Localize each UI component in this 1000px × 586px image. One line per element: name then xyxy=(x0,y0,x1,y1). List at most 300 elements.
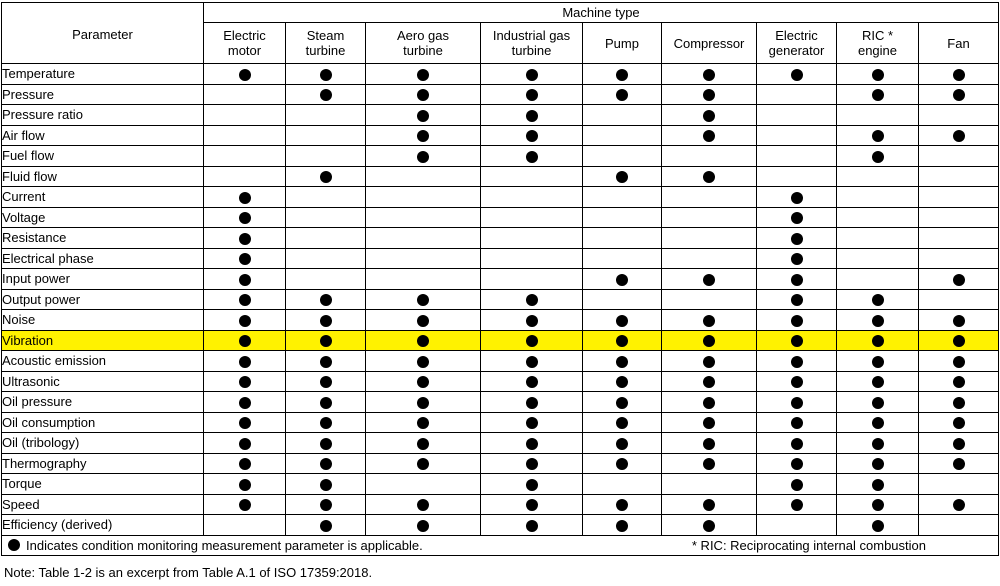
parameter-name: Oil pressure xyxy=(2,392,204,413)
column-header xyxy=(837,23,919,64)
applicable-dot-icon xyxy=(953,417,965,429)
applicability-cell xyxy=(204,330,286,351)
column-header-line: Electric xyxy=(775,28,818,43)
applicability-cell xyxy=(919,146,999,167)
applicable-dot-icon xyxy=(526,110,538,122)
parameter-name: Efficiency (derived) xyxy=(2,515,204,536)
applicability-cell xyxy=(366,84,481,105)
applicability-cell xyxy=(919,351,999,372)
applicable-dot-icon xyxy=(791,397,803,409)
applicable-dot-icon xyxy=(872,376,884,388)
applicability-cell xyxy=(366,64,481,85)
applicable-dot-icon xyxy=(526,520,538,532)
applicability-cell xyxy=(919,228,999,249)
applicability-cell xyxy=(286,351,366,372)
parameter-name: Speed xyxy=(2,494,204,515)
applicable-dot-icon xyxy=(953,376,965,388)
applicable-dot-icon xyxy=(616,171,628,183)
parameter-name: Input power xyxy=(2,269,204,290)
applicability-cell xyxy=(757,433,837,454)
applicability-cell xyxy=(583,187,662,208)
applicable-dot-icon xyxy=(616,274,628,286)
applicability-cell xyxy=(286,105,366,126)
applicability-cell xyxy=(919,64,999,85)
applicable-dot-icon xyxy=(526,479,538,491)
applicability-cell xyxy=(481,125,583,146)
applicability-cell xyxy=(204,289,286,310)
applicability-cell xyxy=(919,330,999,351)
applicable-dot-icon xyxy=(320,356,332,368)
footnote-text: * RIC: Reciprocating internal combustion xyxy=(691,537,926,553)
applicability-cell xyxy=(366,187,481,208)
applicability-cell xyxy=(286,125,366,146)
applicable-dot-icon xyxy=(703,274,715,286)
applicability-cell xyxy=(286,494,366,515)
table-row xyxy=(2,228,999,249)
applicability-cell xyxy=(662,494,757,515)
applicability-cell xyxy=(366,330,481,351)
applicable-dot-icon xyxy=(320,479,332,491)
applicable-dot-icon xyxy=(872,417,884,429)
applicability-cell xyxy=(481,330,583,351)
applicability-cell xyxy=(286,392,366,413)
table-row xyxy=(2,105,999,126)
applicability-cell xyxy=(204,474,286,495)
applicability-cell xyxy=(366,166,481,187)
applicability-cell xyxy=(204,453,286,474)
applicable-dot-icon xyxy=(239,192,251,204)
applicability-cell xyxy=(662,64,757,85)
applicable-dot-icon xyxy=(703,356,715,368)
applicable-dot-icon xyxy=(239,294,251,306)
applicability-cell xyxy=(583,228,662,249)
parameter-name: Current xyxy=(2,187,204,208)
applicability-cell xyxy=(757,392,837,413)
applicability-cell xyxy=(662,474,757,495)
applicable-dot-icon xyxy=(320,171,332,183)
column-header-line: turbine xyxy=(511,43,552,58)
legend-text: Indicates condition monitoring measurement parameter is applicable. xyxy=(26,537,423,553)
applicability-cell xyxy=(583,84,662,105)
applicable-dot-icon xyxy=(872,438,884,450)
applicable-dot-icon xyxy=(953,397,965,409)
applicability-cell xyxy=(837,351,919,372)
applicability-cell xyxy=(662,84,757,105)
applicability-cell xyxy=(204,494,286,515)
applicability-cell xyxy=(204,351,286,372)
applicability-cell xyxy=(837,105,919,126)
applicability-cell xyxy=(662,433,757,454)
applicability-cell xyxy=(919,494,999,515)
applicability-cell xyxy=(662,125,757,146)
applicable-dot-icon xyxy=(791,233,803,245)
applicability-cell xyxy=(204,105,286,126)
applicability-cell xyxy=(919,187,999,208)
applicable-dot-icon xyxy=(872,479,884,491)
applicability-cell xyxy=(366,433,481,454)
applicable-dot-icon xyxy=(239,458,251,470)
applicable-dot-icon xyxy=(703,417,715,429)
applicability-cell xyxy=(919,433,999,454)
applicable-dot-icon xyxy=(872,499,884,511)
table-row xyxy=(2,289,999,310)
applicability-cell xyxy=(919,105,999,126)
parameter-name: Pressure xyxy=(2,84,204,105)
parameter-name: Vibration xyxy=(2,330,204,351)
column-header xyxy=(919,23,999,64)
applicability-cell xyxy=(837,84,919,105)
applicability-cell xyxy=(286,166,366,187)
applicability-cell xyxy=(286,330,366,351)
column-header xyxy=(366,23,481,64)
parameter-name: Fuel flow xyxy=(2,146,204,167)
machine-type-header xyxy=(204,3,999,23)
parameter-name: Torque xyxy=(2,474,204,495)
applicable-dot-icon xyxy=(953,274,965,286)
applicability-cell xyxy=(919,310,999,331)
applicable-dot-icon xyxy=(417,110,429,122)
parameter-name: Noise xyxy=(2,310,204,331)
table-row xyxy=(2,494,999,515)
applicability-cell xyxy=(481,228,583,249)
table-row xyxy=(2,125,999,146)
applicable-dot-icon xyxy=(239,356,251,368)
applicable-dot-icon xyxy=(703,110,715,122)
applicability-cell xyxy=(757,125,837,146)
applicability-cell xyxy=(662,310,757,331)
applicable-dot-icon xyxy=(703,499,715,511)
parameter-name: Electrical phase xyxy=(2,248,204,269)
applicable-dot-icon xyxy=(953,499,965,511)
column-header-line: generator xyxy=(768,43,825,58)
legend-cell xyxy=(2,535,999,555)
column-header xyxy=(757,23,837,64)
applicable-dot-icon xyxy=(872,335,884,347)
applicable-dot-icon xyxy=(239,417,251,429)
parameter-name: Output power xyxy=(2,289,204,310)
column-header-line: Industrial gas xyxy=(492,28,571,43)
applicability-cell xyxy=(583,371,662,392)
applicability-cell xyxy=(481,187,583,208)
column-header-line: Fan xyxy=(947,35,970,51)
legend-item xyxy=(8,538,423,553)
applicability-cell xyxy=(481,269,583,290)
applicable-dot-icon xyxy=(872,315,884,327)
applicability-cell xyxy=(837,392,919,413)
parameter-name: Thermography xyxy=(2,453,204,474)
applicable-dot-icon xyxy=(872,151,884,163)
parameter-name: Fluid flow xyxy=(2,166,204,187)
applicability-cell xyxy=(662,351,757,372)
applicability-cell xyxy=(583,64,662,85)
column-header-line: motor xyxy=(227,43,262,58)
applicability-cell xyxy=(583,392,662,413)
applicable-dot-icon xyxy=(616,69,628,81)
table-row xyxy=(2,515,999,536)
applicability-cell xyxy=(286,474,366,495)
applicability-cell xyxy=(662,392,757,413)
applicable-dot-icon xyxy=(526,397,538,409)
applicability-cell xyxy=(837,412,919,433)
table-row-highlighted xyxy=(2,330,999,351)
applicable-dot-icon xyxy=(703,89,715,101)
applicability-cell xyxy=(837,310,919,331)
applicability-cell xyxy=(837,289,919,310)
table-row xyxy=(2,64,999,85)
applicability-cell xyxy=(481,248,583,269)
table-row xyxy=(2,351,999,372)
applicability-cell xyxy=(366,412,481,433)
applicability-cell xyxy=(837,453,919,474)
applicable-dot-icon xyxy=(320,315,332,327)
applicable-dot-icon xyxy=(417,294,429,306)
applicable-dot-icon xyxy=(703,458,715,470)
applicability-cell xyxy=(837,166,919,187)
column-header-line: Aero gas xyxy=(396,28,450,43)
applicable-dot-icon xyxy=(320,520,332,532)
applicability-cell xyxy=(583,412,662,433)
applicable-dot-icon xyxy=(791,458,803,470)
applicable-dot-icon xyxy=(953,356,965,368)
applicability-cell xyxy=(204,248,286,269)
parameter-name: Voltage xyxy=(2,207,204,228)
column-header-line: engine xyxy=(857,43,898,58)
applicability-cell xyxy=(286,207,366,228)
applicability-cell xyxy=(481,515,583,536)
applicable-dot-icon xyxy=(239,315,251,327)
applicability-cell xyxy=(757,289,837,310)
applicability-cell xyxy=(662,515,757,536)
applicability-cell xyxy=(481,433,583,454)
applicable-dot-icon xyxy=(417,438,429,450)
applicability-cell xyxy=(837,125,919,146)
applicable-dot-icon xyxy=(320,69,332,81)
applicability-cell xyxy=(366,269,481,290)
applicability-cell xyxy=(919,248,999,269)
applicable-dot-icon xyxy=(526,315,538,327)
applicability-cell xyxy=(286,146,366,167)
applicability-cell xyxy=(481,453,583,474)
applicable-dot-icon xyxy=(417,69,429,81)
applicability-cell xyxy=(757,494,837,515)
applicable-dot-icon xyxy=(320,458,332,470)
applicability-cell xyxy=(662,248,757,269)
applicability-cell xyxy=(204,310,286,331)
applicable-dot-icon xyxy=(320,397,332,409)
applicability-cell xyxy=(204,125,286,146)
applicable-dot-icon xyxy=(526,499,538,511)
column-header-line: turbine xyxy=(305,43,346,58)
column-header-line: Steam xyxy=(306,28,345,43)
applicable-dot-icon xyxy=(953,89,965,101)
applicability-cell xyxy=(662,207,757,228)
table-row xyxy=(2,269,999,290)
parameter-header-label: Parameter xyxy=(72,27,133,42)
applicability-cell xyxy=(481,412,583,433)
applicability-cell xyxy=(583,207,662,228)
applicability-cell xyxy=(837,433,919,454)
applicability-cell xyxy=(757,64,837,85)
applicability-cell xyxy=(919,453,999,474)
applicable-dot-icon xyxy=(953,458,965,470)
table-body xyxy=(2,64,999,556)
applicability-cell xyxy=(366,248,481,269)
table-row xyxy=(2,392,999,413)
applicable-dot-icon xyxy=(526,356,538,368)
table-row xyxy=(2,187,999,208)
table-row xyxy=(2,248,999,269)
applicability-cell xyxy=(662,228,757,249)
applicable-dot-icon xyxy=(526,130,538,142)
table-row xyxy=(2,433,999,454)
table-row xyxy=(2,207,999,228)
applicability-cell xyxy=(583,289,662,310)
applicability-cell xyxy=(286,248,366,269)
applicability-cell xyxy=(481,146,583,167)
applicability-cell xyxy=(583,105,662,126)
applicability-cell xyxy=(583,166,662,187)
applicable-dot-icon xyxy=(616,335,628,347)
applicable-dot-icon xyxy=(526,376,538,388)
parameter-name: Oil consumption xyxy=(2,412,204,433)
applicable-dot-icon xyxy=(791,356,803,368)
applicability-cell xyxy=(757,207,837,228)
applicability-cell xyxy=(366,351,481,372)
applicable-dot-icon xyxy=(703,335,715,347)
applicability-cell xyxy=(837,269,919,290)
applicable-dot-icon xyxy=(320,499,332,511)
applicability-cell xyxy=(919,515,999,536)
applicability-cell xyxy=(837,187,919,208)
applicable-dot-icon xyxy=(616,520,628,532)
applicable-dot-icon xyxy=(872,458,884,470)
applicable-dot-icon xyxy=(239,499,251,511)
applicability-cell xyxy=(757,269,837,290)
applicability-cell xyxy=(583,125,662,146)
column-header-line: RIC * xyxy=(861,28,894,43)
applicability-cell xyxy=(837,64,919,85)
applicability-cell xyxy=(286,412,366,433)
applicability-cell xyxy=(366,371,481,392)
applicability-cell xyxy=(366,125,481,146)
applicability-cell xyxy=(583,146,662,167)
applicable-dot-icon xyxy=(320,294,332,306)
applicable-dot-icon xyxy=(953,69,965,81)
applicable-dot-icon xyxy=(417,356,429,368)
table-note: Note: Table 1-2 is an excerpt from Table A.1 of ISO 17359:2018. xyxy=(4,565,373,580)
applicable-dot-icon xyxy=(320,335,332,347)
applicability-cell xyxy=(919,392,999,413)
applicable-dot-icon xyxy=(239,479,251,491)
applicable-dot-icon xyxy=(616,499,628,511)
applicability-cell xyxy=(919,125,999,146)
legend-dot-icon xyxy=(8,539,20,551)
applicability-cell xyxy=(366,105,481,126)
applicability-cell xyxy=(481,64,583,85)
applicability-cell xyxy=(662,146,757,167)
applicability-cell xyxy=(662,105,757,126)
applicability-cell xyxy=(757,453,837,474)
applicable-dot-icon xyxy=(872,130,884,142)
applicable-dot-icon xyxy=(616,397,628,409)
applicability-cell xyxy=(286,64,366,85)
parameter-header xyxy=(2,3,204,64)
applicability-cell xyxy=(366,392,481,413)
applicable-dot-icon xyxy=(526,417,538,429)
applicability-cell xyxy=(757,166,837,187)
applicability-cell xyxy=(481,351,583,372)
applicable-dot-icon xyxy=(239,212,251,224)
applicable-dot-icon xyxy=(526,151,538,163)
applicable-dot-icon xyxy=(872,397,884,409)
applicability-cell xyxy=(757,351,837,372)
applicability-cell xyxy=(481,289,583,310)
applicability-cell xyxy=(583,515,662,536)
applicability-cell xyxy=(366,228,481,249)
applicable-dot-icon xyxy=(239,397,251,409)
applicability-cell xyxy=(757,515,837,536)
applicability-cell xyxy=(919,289,999,310)
applicability-cell xyxy=(837,146,919,167)
applicable-dot-icon xyxy=(953,438,965,450)
applicable-dot-icon xyxy=(417,499,429,511)
applicability-cell xyxy=(757,105,837,126)
applicability-cell xyxy=(286,84,366,105)
applicable-dot-icon xyxy=(791,479,803,491)
applicability-cell xyxy=(204,146,286,167)
applicability-cell xyxy=(583,453,662,474)
applicability-cell xyxy=(837,228,919,249)
applicable-dot-icon xyxy=(417,376,429,388)
applicability-cell xyxy=(286,228,366,249)
applicable-dot-icon xyxy=(872,356,884,368)
applicability-cell xyxy=(204,84,286,105)
applicable-dot-icon xyxy=(953,130,965,142)
applicability-cell xyxy=(481,166,583,187)
applicable-dot-icon xyxy=(872,69,884,81)
applicability-cell xyxy=(662,187,757,208)
applicable-dot-icon xyxy=(417,335,429,347)
applicability-cell xyxy=(204,166,286,187)
applicable-dot-icon xyxy=(703,397,715,409)
applicable-dot-icon xyxy=(320,89,332,101)
table-row xyxy=(2,84,999,105)
applicable-dot-icon xyxy=(703,376,715,388)
applicable-dot-icon xyxy=(953,335,965,347)
applicability-cell xyxy=(583,351,662,372)
applicability-cell xyxy=(481,84,583,105)
applicability-cell xyxy=(919,474,999,495)
applicability-cell xyxy=(757,474,837,495)
applicable-dot-icon xyxy=(239,335,251,347)
applicability-cell xyxy=(366,474,481,495)
applicable-dot-icon xyxy=(703,171,715,183)
applicability-cell xyxy=(366,310,481,331)
parameter-name: Temperature xyxy=(2,64,204,85)
applicable-dot-icon xyxy=(417,458,429,470)
column-header-line: Electric xyxy=(223,28,266,43)
applicable-dot-icon xyxy=(791,335,803,347)
applicable-dot-icon xyxy=(417,397,429,409)
applicable-dot-icon xyxy=(616,356,628,368)
applicability-cell xyxy=(204,412,286,433)
applicability-cell xyxy=(481,371,583,392)
applicable-dot-icon xyxy=(526,438,538,450)
applicability-cell xyxy=(204,228,286,249)
applicable-dot-icon xyxy=(239,253,251,265)
applicability-cell xyxy=(662,453,757,474)
applicability-cell xyxy=(481,310,583,331)
